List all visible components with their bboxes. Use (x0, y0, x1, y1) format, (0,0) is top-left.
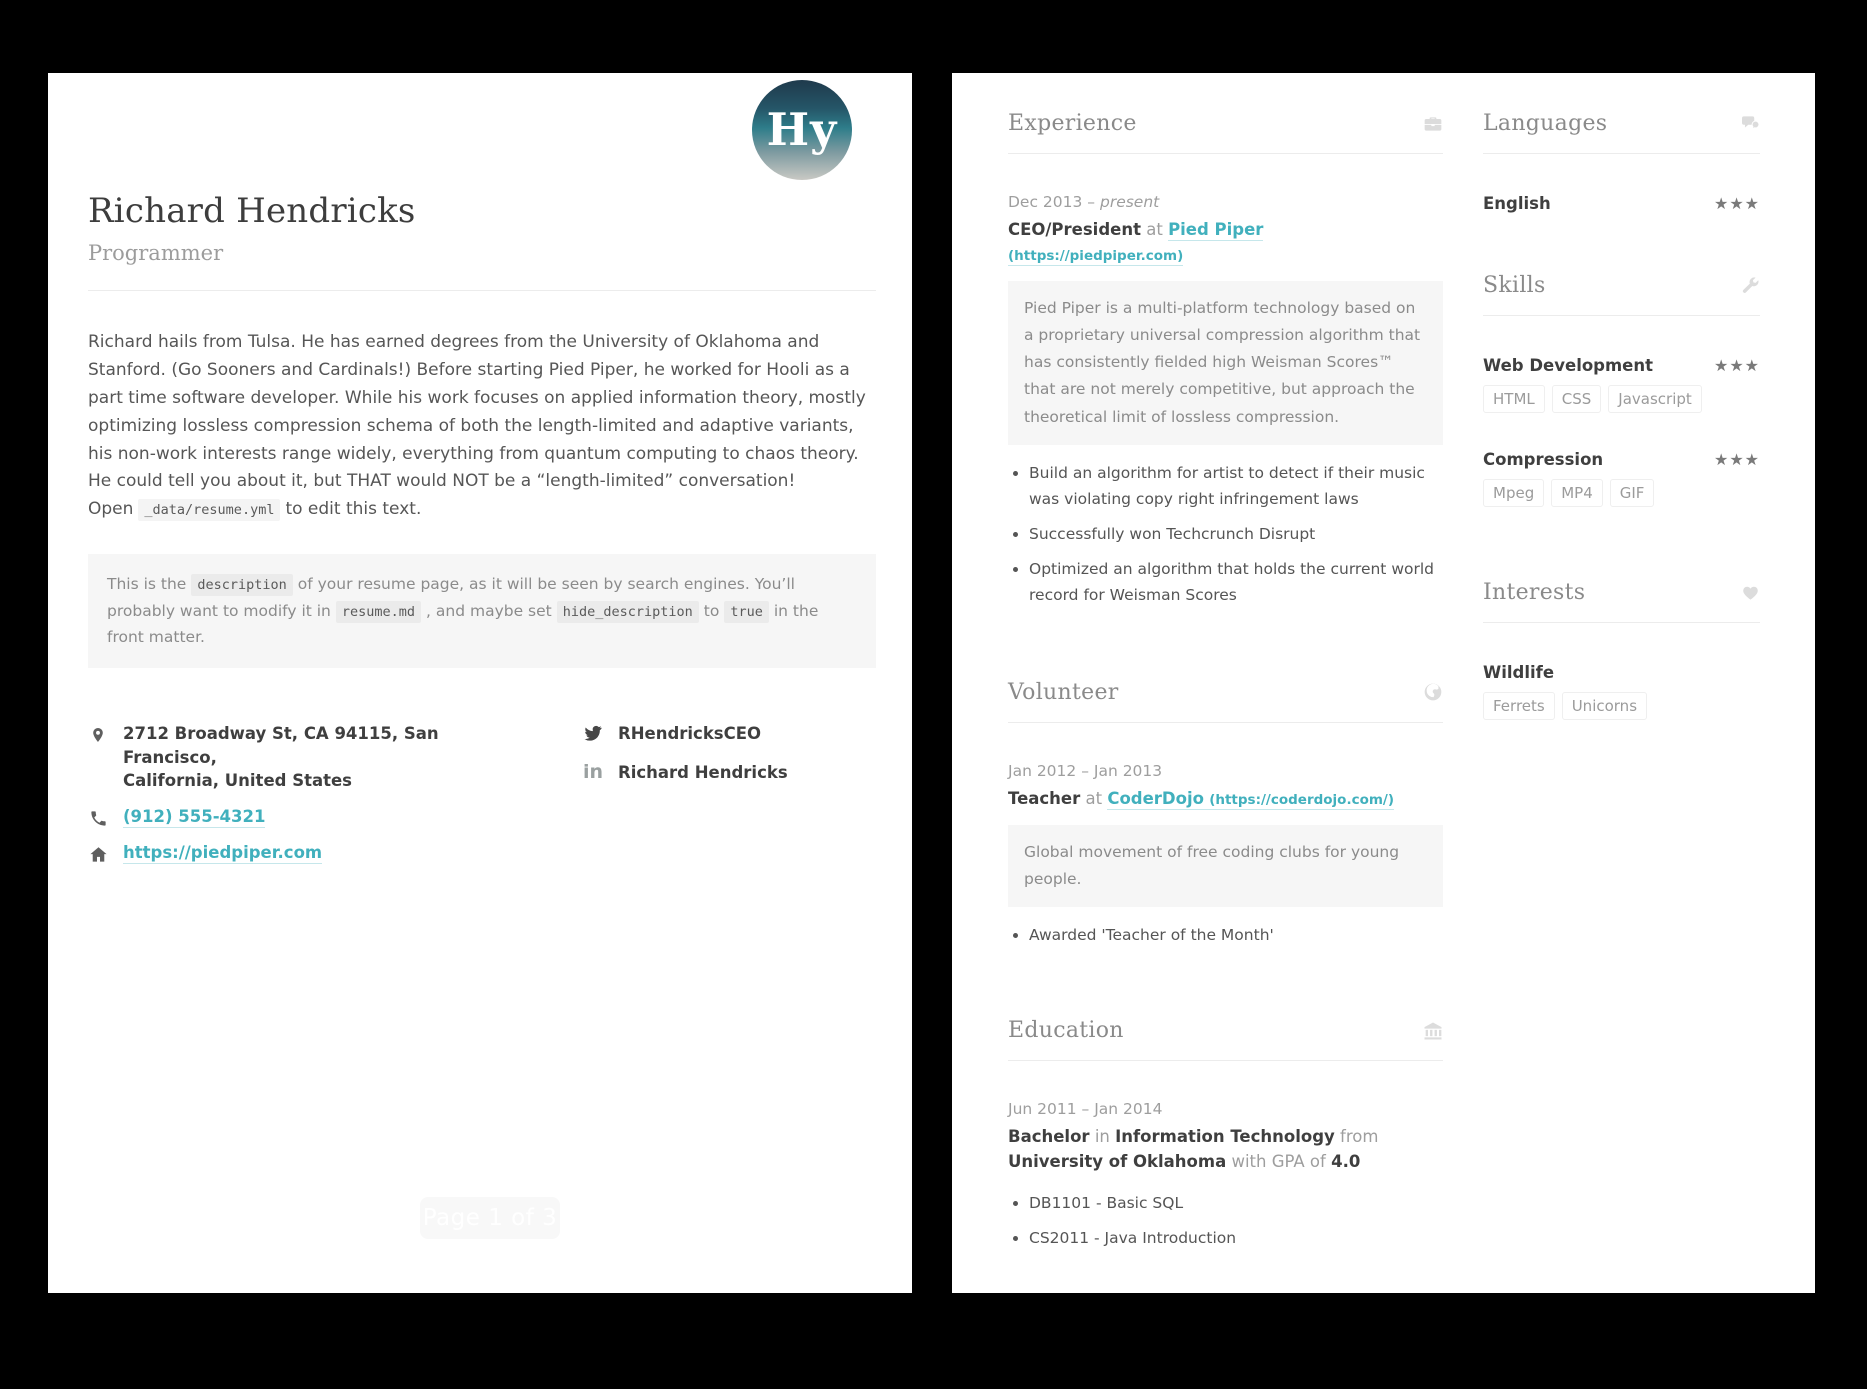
contact-section (88, 722, 876, 879)
person-job-title: Programmer (88, 241, 224, 265)
contact-address (88, 722, 583, 792)
briefcase-icon (1423, 114, 1443, 134)
skill-item (1483, 356, 1760, 375)
interest-tags (1483, 692, 1760, 727)
skills-heading: Skills (1483, 273, 1546, 298)
main-column (1008, 73, 1443, 1293)
skill-tag: Mpeg (1483, 479, 1544, 507)
interest-name: Wildlife (1483, 663, 1555, 682)
note-code-description: description (191, 574, 292, 596)
contact-twitter (583, 722, 788, 745)
languages-heading: Languages (1483, 111, 1608, 136)
interests-heading: Interests (1483, 580, 1586, 605)
skill-tags (1483, 479, 1760, 514)
education-school: University of Oklahoma (1008, 1152, 1227, 1172)
note-code-true: true (724, 601, 769, 623)
avatar-monogram: Hy (766, 102, 838, 156)
address-line-2: California, United States (123, 770, 352, 790)
experience-bullet: • Build an algorithm for artist to detect if their music was violating copy right infringement laws (1029, 460, 1443, 512)
skill-stars: ★★★ (1713, 356, 1760, 375)
volunteer-org-link[interactable]: CoderDojo (https://coderdojo.com/) (1107, 788, 1395, 808)
note-code-resume-md: resume.md (336, 601, 421, 623)
linkedin-name: Richard Hendricks (618, 762, 788, 782)
avatar (752, 80, 852, 180)
phone-link[interactable]: (912) 555-4321 (123, 807, 266, 827)
skill-tag: HTML (1483, 385, 1545, 413)
education-degree: Bachelor (1008, 1127, 1090, 1147)
map-pin-icon (88, 722, 108, 746)
heart-icon (1740, 583, 1760, 603)
home-icon (88, 843, 108, 864)
section-education (1008, 1018, 1443, 1251)
experience-heading: Experience (1008, 111, 1137, 136)
language-name: English (1483, 194, 1551, 213)
note-code-hide-description: hide_description (557, 601, 699, 623)
skill-name: Web Development (1483, 356, 1654, 375)
bio-text: Richard hails from Tulsa. He has earned degrees from the University of Oklahoma and Stanford. (Go Sooners and Cardinals!) Before starting Pied Piper, he worked for Hooli as a part time software developer. While his work focuses on applied information theory, mostly optimizing lossless compression schema of both the length-limited and adaptive variants, his non-work interests range widely, everything from quantum computing to chaos theory. He could tell you about it, but THAT would NOT be a “length-limited” conversation! Open (88, 332, 866, 520)
experience-org-link[interactable]: Pied Piper (https://piedpiper.com) (1008, 220, 1264, 264)
bank-icon (1423, 1021, 1443, 1041)
linkedin-icon: in (582, 760, 604, 783)
phone-icon (88, 807, 108, 828)
experience-title: CEO/President at Pied Piper (https://piedpiper.com) (1008, 220, 1264, 264)
website-link[interactable]: https://piedpiper.com (123, 843, 323, 863)
note-text: to (703, 601, 720, 620)
language-stars: ★★★ (1713, 194, 1760, 213)
education-bullet: • DB1101 - Basic SQL (1029, 1190, 1443, 1216)
experience-role: CEO/President (1008, 220, 1141, 239)
resume-page-1 (48, 73, 912, 1293)
volunteer-role: Teacher (1008, 788, 1081, 808)
person-name: Richard Hendricks (88, 191, 416, 231)
education-bullet: • CS2011 - Java Introduction (1029, 1225, 1443, 1251)
volunteer-summary: Global movement of free coding clubs for young people. (1008, 825, 1443, 908)
volunteer-heading: Volunteer (1008, 679, 1119, 705)
resume-page-2 (952, 73, 1815, 1293)
education-gpa: 4.0 (1331, 1152, 1361, 1172)
language-item (1483, 194, 1760, 213)
page-indicator-badge: Page 1 of 3 (420, 1197, 560, 1239)
interest-item (1483, 663, 1760, 682)
experience-bullet: • Optimized an algorithm that holds the current world record for Weisman Scores (1029, 556, 1443, 608)
header-divider (88, 290, 876, 291)
experience-bullets (1008, 460, 1443, 608)
globe-icon (1423, 682, 1443, 702)
bio-paragraph (88, 329, 866, 524)
contact-phone (88, 807, 583, 828)
wrench-icon (1740, 276, 1760, 296)
volunteer-title: Teacher at CoderDojo (https://coderdojo.com/) (1008, 788, 1395, 808)
skill-tag: CSS (1552, 385, 1602, 413)
note-text: This is the (107, 575, 187, 594)
comments-icon (1740, 114, 1760, 134)
note-text: of your resume page, as it will be seen by search engines. You’ll probably want to modify it in (107, 575, 795, 620)
volunteer-bullets (1008, 922, 1443, 948)
side-column (1483, 73, 1760, 1293)
description-note (88, 554, 876, 668)
twitter-handle: RHendricksCEO (618, 724, 762, 744)
section-languages (1483, 111, 1760, 213)
skill-item (1483, 450, 1760, 469)
experience-summary: Pied Piper is a multi-platform technology based on a proprietary universal compression algorithm that has consistently fielded high Weisman Scores™ that are not merely competitive, but approach the theoretical limit of lossless compression. (1008, 281, 1443, 445)
interest-tag: Unicorns (1562, 692, 1647, 720)
section-volunteer (1008, 680, 1443, 948)
skill-stars: ★★★ (1713, 450, 1760, 469)
education-dates: Jun 2011 – Jan 2014 (1008, 1100, 1163, 1119)
twitter-icon (583, 722, 603, 742)
bio-tail: to edit this text. (285, 499, 422, 520)
skill-tag: GIF (1610, 479, 1655, 507)
volunteer-dates: Jan 2012 – Jan 2013 (1008, 761, 1163, 780)
experience-dates: Dec 2013 – present (1008, 193, 1160, 211)
education-title: Bachelor in Information Technology from University of Oklahoma with GPA of 4.0 (1008, 1127, 1379, 1172)
section-interests (1483, 580, 1760, 727)
experience-bullet: • Successfully won Techcrunch Disrupt (1029, 521, 1443, 547)
resume-header (88, 73, 876, 291)
interest-tag: Ferrets (1483, 692, 1555, 720)
contact-linkedin (583, 761, 788, 784)
bio-inline-code: _data/resume.yml (138, 499, 280, 521)
education-bullets (1008, 1190, 1443, 1251)
contact-website (88, 843, 583, 864)
note-text: in the front matter. (107, 601, 819, 647)
skill-tags (1483, 385, 1760, 420)
skill-name: Compression (1483, 450, 1604, 469)
address-line-1: 2712 Broadway St, CA 94115, San Francisco, (123, 724, 439, 767)
note-text: , and maybe set (426, 601, 552, 620)
section-skills (1483, 273, 1760, 514)
education-field: Information Technology (1115, 1127, 1335, 1147)
section-experience (1008, 111, 1443, 608)
skill-tag: Javascript (1608, 385, 1701, 413)
education-heading: Education (1008, 1018, 1124, 1044)
skill-tag: MP4 (1551, 479, 1603, 507)
volunteer-bullet: • Awarded 'Teacher of the Month' (1029, 922, 1443, 948)
